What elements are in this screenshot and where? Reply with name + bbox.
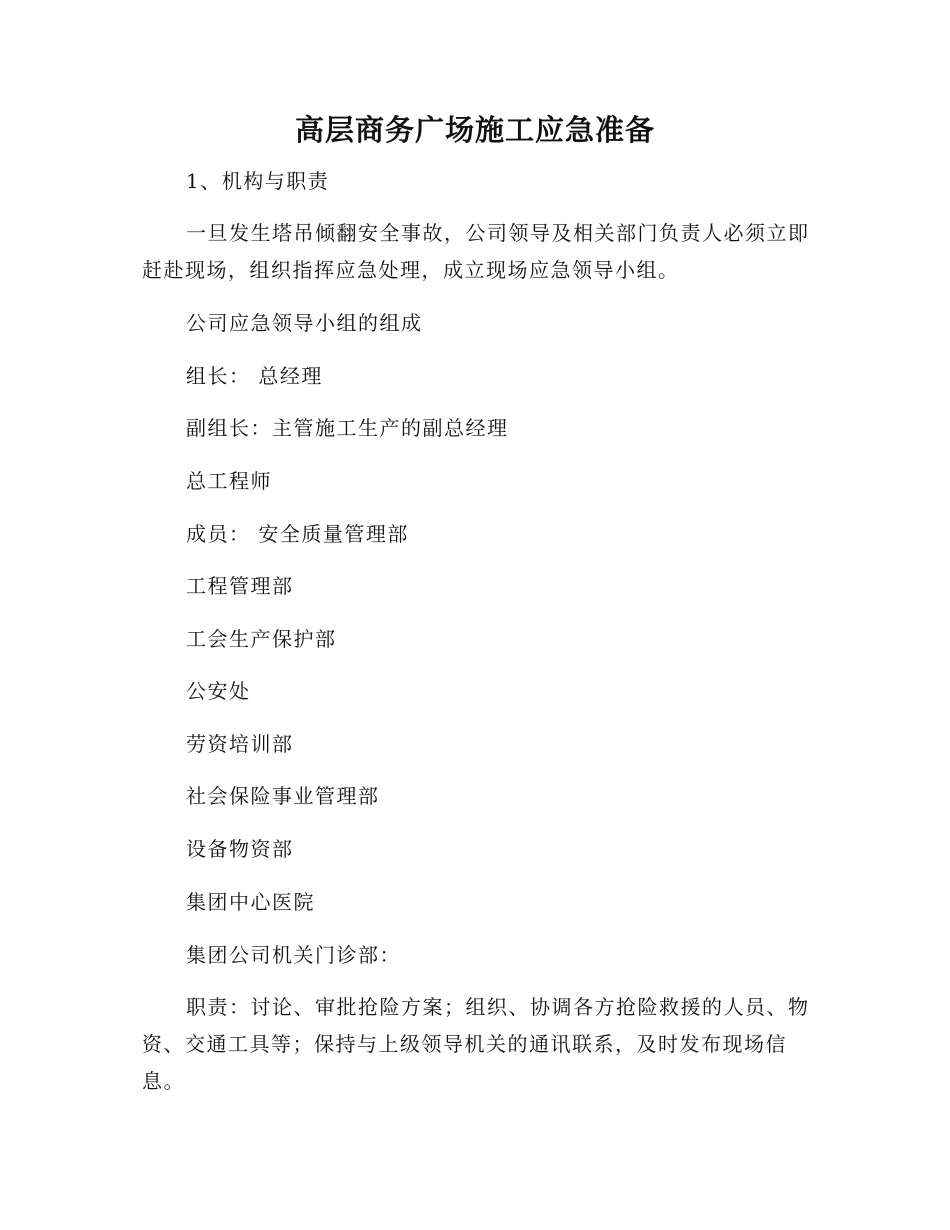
paragraph-leader: 组长： 总经理 — [186, 364, 323, 388]
paragraph-group-composition: 公司应急领导小组的组成 — [186, 311, 423, 335]
paragraph-labor-training: 劳资培训部 — [186, 732, 294, 756]
document-title: 高层商务广场施工应急准备 — [294, 113, 655, 147]
paragraph-engineering-dept: 工程管理部 — [186, 574, 294, 598]
paragraph-emergency-response: 一旦发生塔吊倾翻安全事故，公司领导及相关部门负责人必须立即赶赴现场，组织指挥应急处理，成立现场应急领导小组。 — [142, 221, 810, 282]
paragraph-hospital: 集团中心医院 — [186, 890, 315, 914]
paragraph-deputy-leader: 副组长：主管施工生产的副总经理 — [186, 416, 509, 440]
paragraph-equipment-dept: 设备物资部 — [186, 837, 294, 861]
paragraph-union-dept: 工会生产保护部 — [186, 627, 337, 651]
paragraph-clinic: 集团公司机关门诊部： — [186, 943, 401, 967]
paragraph-duties: 职责：讨论、审批抢险方案；组织、协调各方抢险救援的人员、物资、交通工具等；保持与上级领导机关的通讯联系，及时发布现场信息。 — [142, 995, 810, 1093]
section-heading: 1、机构与职责 — [186, 169, 330, 193]
paragraph-public-security: 公安处 — [186, 679, 251, 703]
paragraph-social-insurance: 社会保险事业管理部 — [186, 784, 380, 808]
paragraph-members: 成员： 安全质量管理部 — [186, 522, 409, 546]
paragraph-chief-engineer: 总工程师 — [186, 469, 272, 493]
